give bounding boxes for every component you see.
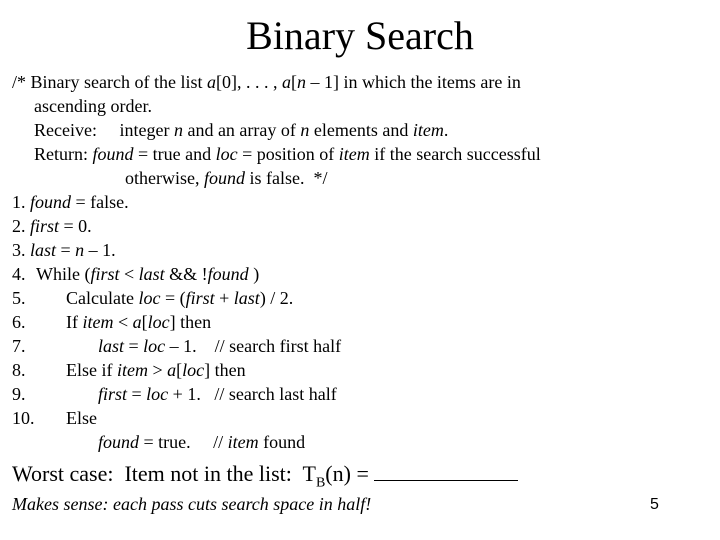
code-token: && ! — [164, 264, 208, 284]
code-token: While ( — [36, 264, 91, 284]
comment-text: a — [281, 72, 291, 92]
code-token: = true. // — [139, 432, 228, 452]
comment-text: Return: — [34, 144, 93, 164]
code-line — [12, 190, 129, 214]
code-line — [12, 430, 306, 454]
code-text — [36, 262, 259, 286]
code-line — [12, 238, 116, 262]
line-number: 2. — [12, 216, 30, 236]
code-token: a — [167, 360, 177, 380]
code-token: = — [56, 240, 76, 260]
comment-line-2: ascending order. — [34, 96, 152, 116]
comment-text: – 1] in which the items are in — [305, 72, 521, 92]
code-token: Else if — [66, 360, 117, 380]
code-token: + 1. // search last half — [168, 384, 337, 404]
code-text — [66, 286, 293, 310]
code-token: last — [98, 336, 125, 356]
comment-text: loc — [215, 144, 238, 164]
comment-text: otherwise, — [125, 168, 204, 188]
comment-text: n — [296, 72, 306, 92]
comment-text: found — [92, 144, 134, 164]
comment-text: item — [412, 120, 444, 140]
worst-case-suffix: (n) = — [325, 461, 375, 486]
answer-blank — [374, 460, 518, 481]
code-token: – 1. — [84, 240, 116, 260]
comment-text: [ — [290, 72, 297, 92]
code-token: first — [30, 216, 60, 236]
code-token: If — [66, 312, 83, 332]
code-text — [98, 430, 305, 454]
line-number: 7. — [12, 336, 30, 356]
code-token: ) — [248, 264, 260, 284]
code-token: loc — [182, 360, 205, 380]
comment-text: elements and — [309, 120, 413, 140]
code-token: found — [30, 192, 72, 212]
code-token: < — [113, 312, 133, 332]
code-token: found — [258, 432, 306, 452]
comment-text: is false. */ — [245, 168, 328, 188]
code-token: item — [227, 432, 259, 452]
code-token: = ( — [160, 288, 186, 308]
code-token: = 0. — [59, 216, 92, 236]
code-token: ] then — [169, 312, 212, 332]
code-token: [ — [176, 360, 183, 380]
code-token: item — [82, 312, 114, 332]
comment-text: a — [206, 72, 216, 92]
code-line — [12, 358, 246, 382]
comment-line-1 — [12, 70, 521, 94]
code-token: loc — [138, 288, 161, 308]
comment-text: and an array of — [182, 120, 301, 140]
slide-title: Binary Search — [246, 13, 474, 58]
code-token: first — [90, 264, 120, 284]
code-token: a — [132, 312, 142, 332]
code-token: first — [98, 384, 128, 404]
comment-text: . — [443, 120, 449, 140]
code-token: = false. — [71, 192, 129, 212]
code-line — [12, 334, 342, 358]
comment-text: found — [203, 168, 245, 188]
line-number: 9. — [12, 384, 30, 404]
code-line — [12, 382, 337, 406]
code-text — [66, 358, 246, 382]
code-token: n — [75, 240, 85, 260]
comment-text: item — [338, 144, 370, 164]
code-token: first — [185, 288, 215, 308]
code-text — [66, 310, 211, 334]
comment-text: [0], . . . , — [215, 72, 282, 92]
comment-text: = true and — [133, 144, 216, 164]
code-token: found — [98, 432, 140, 452]
code-token: found — [207, 264, 249, 284]
comment-text: n — [300, 120, 310, 140]
comment-line-4 — [34, 142, 541, 166]
code-token: Calculate — [66, 288, 139, 308]
code-text — [30, 240, 116, 260]
code-token: = — [127, 384, 147, 404]
comment-text: /* Binary search of the list — [12, 72, 207, 92]
code-token: > — [148, 360, 168, 380]
code-token: last — [30, 240, 57, 260]
code-token: Else — [66, 408, 97, 428]
comment-text: if the search successful — [369, 144, 541, 164]
code-text — [98, 334, 341, 358]
worst-case-text: Worst case: Item not in the list: T — [12, 461, 316, 486]
code-token: = — [124, 336, 144, 356]
code-token: loc — [146, 384, 169, 404]
code-token: [ — [141, 312, 148, 332]
code-line — [12, 262, 260, 286]
code-token: last — [233, 288, 260, 308]
comment-line-5 — [125, 166, 328, 190]
line-number: 8. — [12, 360, 30, 380]
code-text — [98, 382, 337, 406]
comment-text: = position of — [237, 144, 339, 164]
worst-case-subscript: B — [315, 475, 326, 491]
code-line — [12, 406, 97, 430]
comment-line-3 — [34, 118, 448, 142]
code-token: loc — [143, 336, 166, 356]
line-number: 3. — [12, 240, 30, 260]
code-token: loc — [147, 312, 170, 332]
line-number: 1. — [12, 192, 30, 212]
code-token: ] then — [204, 360, 246, 380]
code-line — [12, 310, 212, 334]
line-number: 10. — [12, 408, 39, 428]
line-number: 4. — [12, 264, 30, 284]
code-token: + — [214, 288, 234, 308]
code-text — [30, 192, 129, 212]
code-token: item — [117, 360, 148, 380]
comment-text: Receive: integer — [34, 120, 174, 140]
code-token: – 1. // search first half — [165, 336, 342, 356]
page-number: 5 — [650, 496, 659, 513]
line-number: 6. — [12, 312, 30, 332]
code-token: < — [119, 264, 139, 284]
code-line — [12, 286, 294, 310]
comment-text: n — [173, 120, 183, 140]
code-text — [66, 406, 97, 430]
footnote: Makes sense: each pass cuts search space in half! — [12, 494, 372, 514]
line-number: 5. — [12, 288, 30, 308]
code-text — [30, 216, 92, 236]
code-line — [12, 214, 92, 238]
code-token: ) / 2. — [259, 288, 294, 308]
code-token: last — [138, 264, 165, 284]
